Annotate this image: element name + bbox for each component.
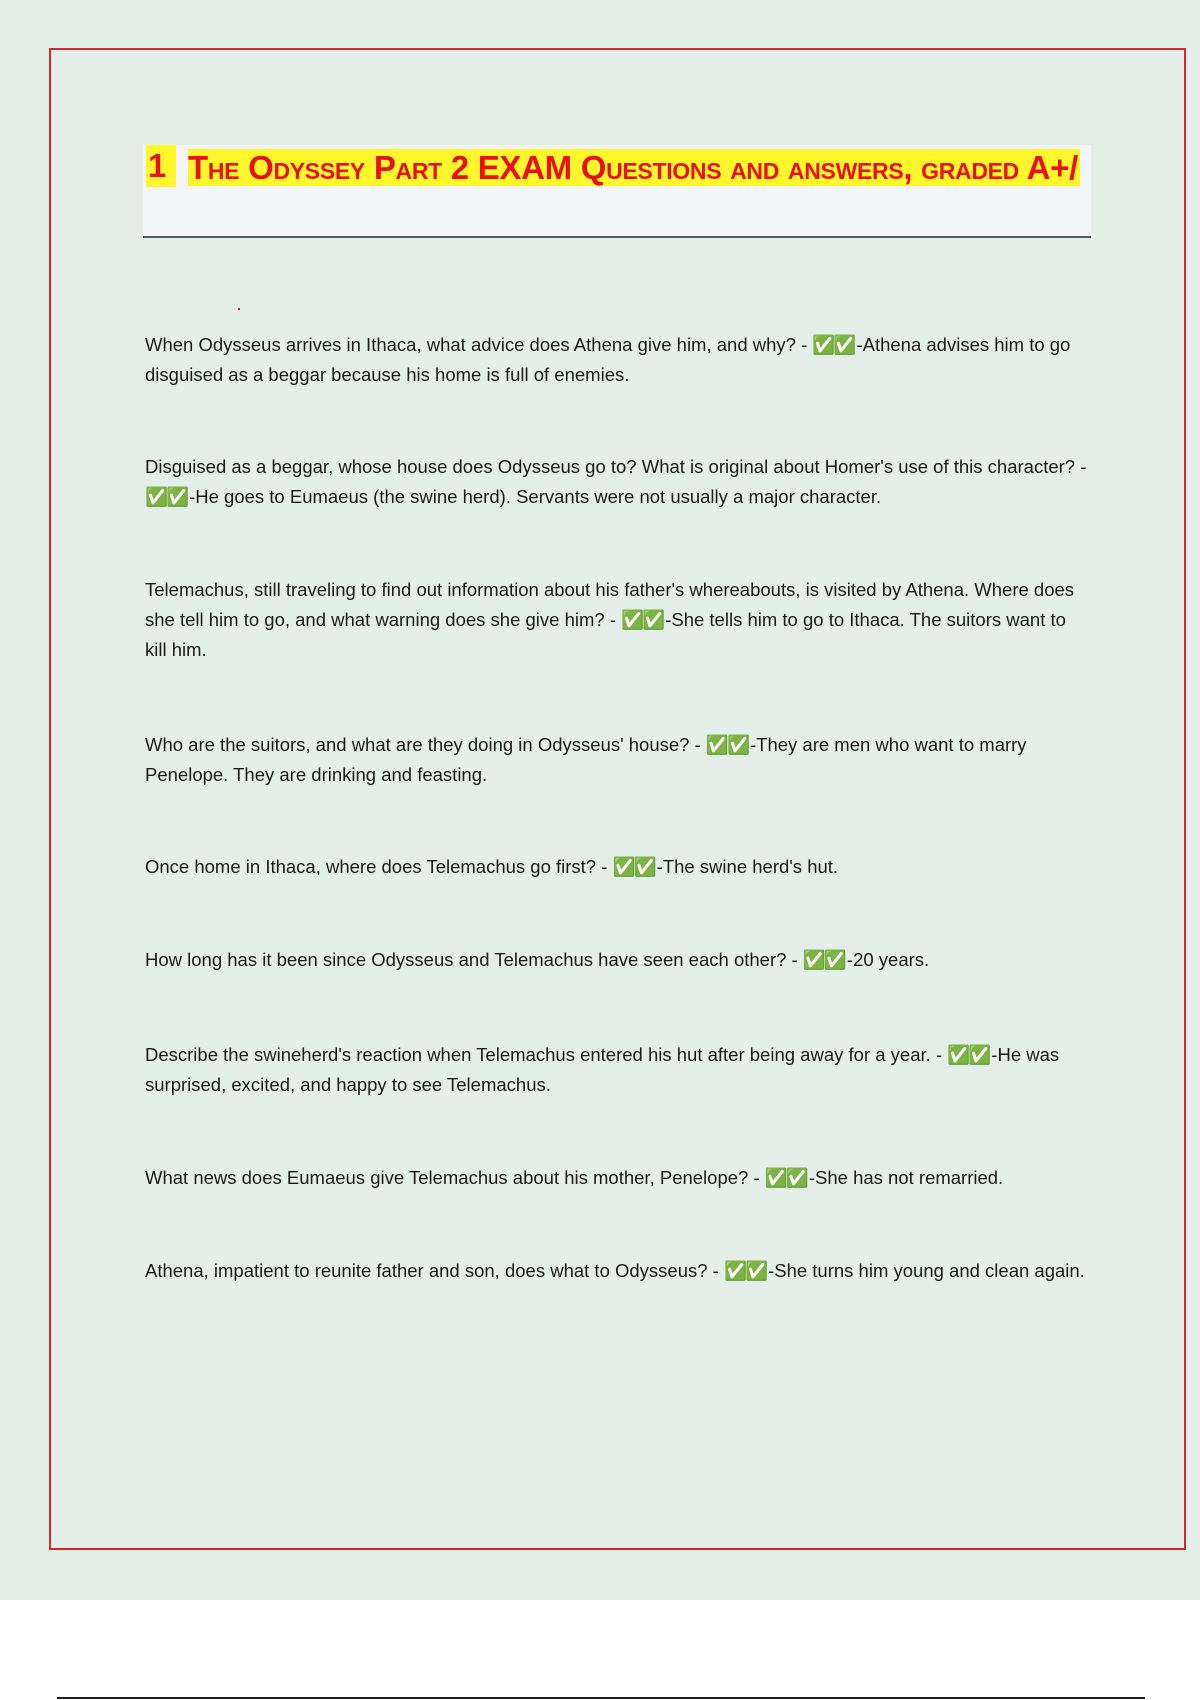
qa-item-8 <box>145 1163 1090 1193</box>
checkmark-icon: ✅✅ <box>723 1260 767 1281</box>
answer: -He was surprised, excited, and happy to see Telemachus. <box>145 1044 1060 1095</box>
answer: -Athena advises him to go disguised as a beggar because his home is full of enemies. <box>145 334 1071 385</box>
qa-item-7 <box>145 1040 1090 1100</box>
footer-rule <box>57 1697 1145 1699</box>
checkmark-icon: ✅✅ <box>612 856 655 877</box>
answer: -The swine herd's hut. <box>656 856 839 877</box>
checkmark-icon: ✅✅ <box>812 334 855 355</box>
page-border <box>49 48 1186 1550</box>
qa-item-1 <box>145 330 1090 390</box>
qa-item-5 <box>145 852 1090 882</box>
heading-title-text: The Odyssey Part 2 EXAM Questions and answers, graded A+/ <box>188 149 1078 186</box>
answer: -She has not remarried. <box>808 1167 1004 1188</box>
question: When Odysseus arrives in Ithaca, what advice does Athena give him, and why? - <box>145 334 808 355</box>
answer: -She turns him young and clean again. <box>768 1260 1085 1281</box>
question: What news does Eumaeus give Telemachus about his mother, Penelope? - <box>145 1167 760 1188</box>
checkmark-icon: ✅✅ <box>705 734 748 755</box>
heading-title <box>188 145 1088 190</box>
question: Telemachus, still traveling to find out information about his father's whereabouts, is visited by Athena. Where does she tell him to go, and what warning does she give him? - <box>145 579 1075 630</box>
checkmark-icon: ✅✅ <box>947 1044 990 1065</box>
checkmark-icon: ✅✅ <box>621 609 664 630</box>
heading-block <box>143 145 1091 238</box>
question: Athena, impatient to reunite father and son, does what to Odysseus? - <box>145 1260 719 1281</box>
question: Once home in Ithaca, where does Telemachus go first? - <box>145 856 608 877</box>
answer: -20 years. <box>846 949 930 970</box>
question: Who are the suitors, and what are they doing in Odysseus' house? - <box>145 734 701 755</box>
checkmark-icon: ✅✅ <box>145 486 188 507</box>
checkmark-icon: ✅✅ <box>802 949 845 970</box>
checkmark-icon: ✅✅ <box>764 1167 807 1188</box>
qa-item-2 <box>145 452 1090 512</box>
question: How long has it been since Odysseus and Telemachus have seen each other? - <box>145 949 798 970</box>
stray-mark <box>238 308 240 310</box>
heading-number: 1 <box>146 145 176 187</box>
question: Describe the swineherd's reaction when Telemachus entered his hut after being away for a year. - <box>145 1044 943 1065</box>
qa-item-9 <box>145 1256 1090 1286</box>
qa-item-4 <box>145 730 1090 790</box>
qa-item-6 <box>145 945 1090 975</box>
answer: -He goes to Eumaeus (the swine herd). Servants were not usually a major character. <box>189 486 882 507</box>
answer: -She tells him to go to Ithaca. The suitors want to kill him. <box>145 609 1066 660</box>
answer: -They are men who want to marry Penelope. They are drinking and feasting. <box>145 734 1027 785</box>
question: Disguised as a beggar, whose house does Odysseus go to? What is original about Homer's use of this character? - <box>145 456 1087 477</box>
qa-item-3 <box>145 575 1090 665</box>
